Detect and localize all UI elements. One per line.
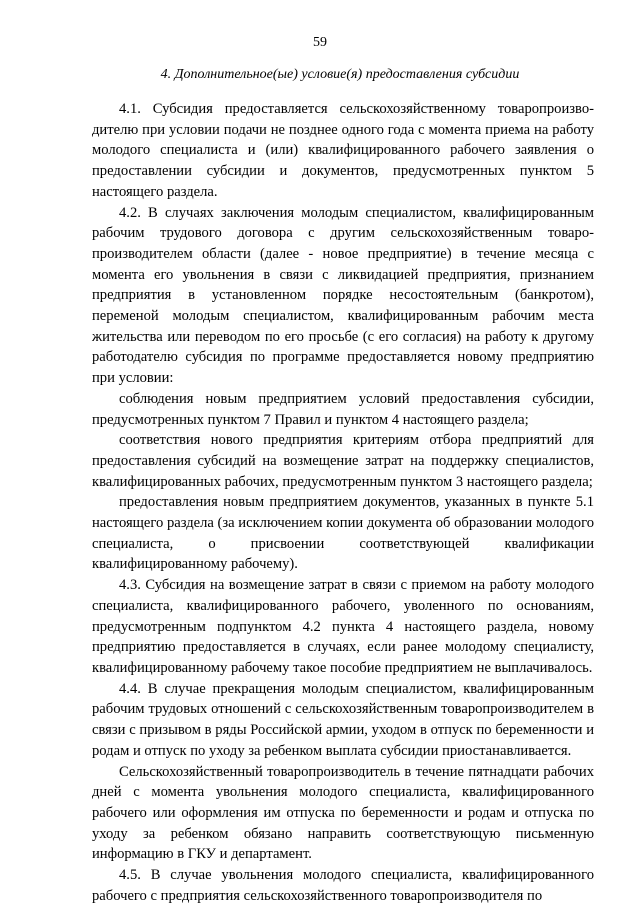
- paragraph-4-4: 4.4. В случае прекращения молодым специалистом, квалифицированным рабочим трудовых отношений с сельскохозяйственным товаропроизводителем в связи с призывом в ряды Российской армии, уходом в отпуск по беременности и родам и отпуск по уходу за ребенком выплата субсидии приостанавливается.: [92, 680, 594, 759]
- section-heading: 4. Дополнительное(ые) условие(я) предоставления субсидии: [160, 67, 520, 82]
- paragraph-notification: Сельскохозяйственный товаропроизводитель в течение пятнадцати рабочих дней с момента увольнения молодого специалиста, квалифицированного рабочего или оформления им отпуска по беременности и родам и отпуска по уходу за ребенком обязано направить соответствующую письменную информацию в ГКУ и департамент.: [92, 763, 594, 863]
- paragraph-4-1: 4.1. Субсидия предоставляется сельскохозяйственному товаропроизводителю при условии подачи не позднее одного года с момента приема на работу молодого специалиста и (или) квалифицированного рабочего заявления о предоставлении субсидии и документов, предусмотренных пунктом 5 настоящего раздела.: [92, 101, 594, 200]
- document-body: [92, 99, 594, 906]
- page-number: 59: [313, 35, 327, 50]
- condition-compliance: соблюдения новым предприятием условий предоставления субсидии, предусмотренных пунктом 7 Правил и пунктом 4 настоящего раздела;: [92, 390, 594, 428]
- paragraph-4-5: 4.5. В случае увольнения молодого специалиста, квалифицированного рабочего с предприятия сельскохозяйственного товаропроизводителя по: [92, 867, 594, 904]
- paragraph-4-2: 4.2. В случаях заключения молодым специалистом, квалифицированным рабочим трудового договора с другим сельскохозяйственным товаропроизводителем области (далее - новое предприятие) в течение месяца с момента его увольнения в связи с ликвидацией предприятия, признанием предприятия в установленном порядке несостоятельным (банкротом), переменой молодым специалистом, квалифицированным рабочим места жительства или переводом по его просьбе (с его согласия) на работу к другому работодателю субсидия по программе предоставляется новому предприятию при условии:: [92, 204, 594, 387]
- paragraph-4-3: 4.3. Субсидия на возмещение затрат в связи с приемом на работу молодого специалиста, квалифицированного рабочего, уволенного по основаниям, предусмотренным подпунктом 4.2 пункта 4 настоящего раздела, новому предприятию предоставляется в случаях, если ранее молодому специалисту, квалифицированному рабочему такое пособие предприятием не выплачивалось.: [92, 577, 594, 676]
- condition-documents: предоставления новым предприятием документов, указанных в пункте 5.1 настоящего раздела (за исключением копии документа об образовании молодого специалиста, о присвоении соответствующей квалификации квалифицированному рабочему).: [92, 494, 594, 573]
- condition-criteria: соответствия нового предприятия критериям отбора предприятий для предоставления субсидий на возмещение затрат на поддержку специалистов, квалифицированных рабочих, предусмотренным пунктом 3 настоящего раздела;: [92, 432, 594, 490]
